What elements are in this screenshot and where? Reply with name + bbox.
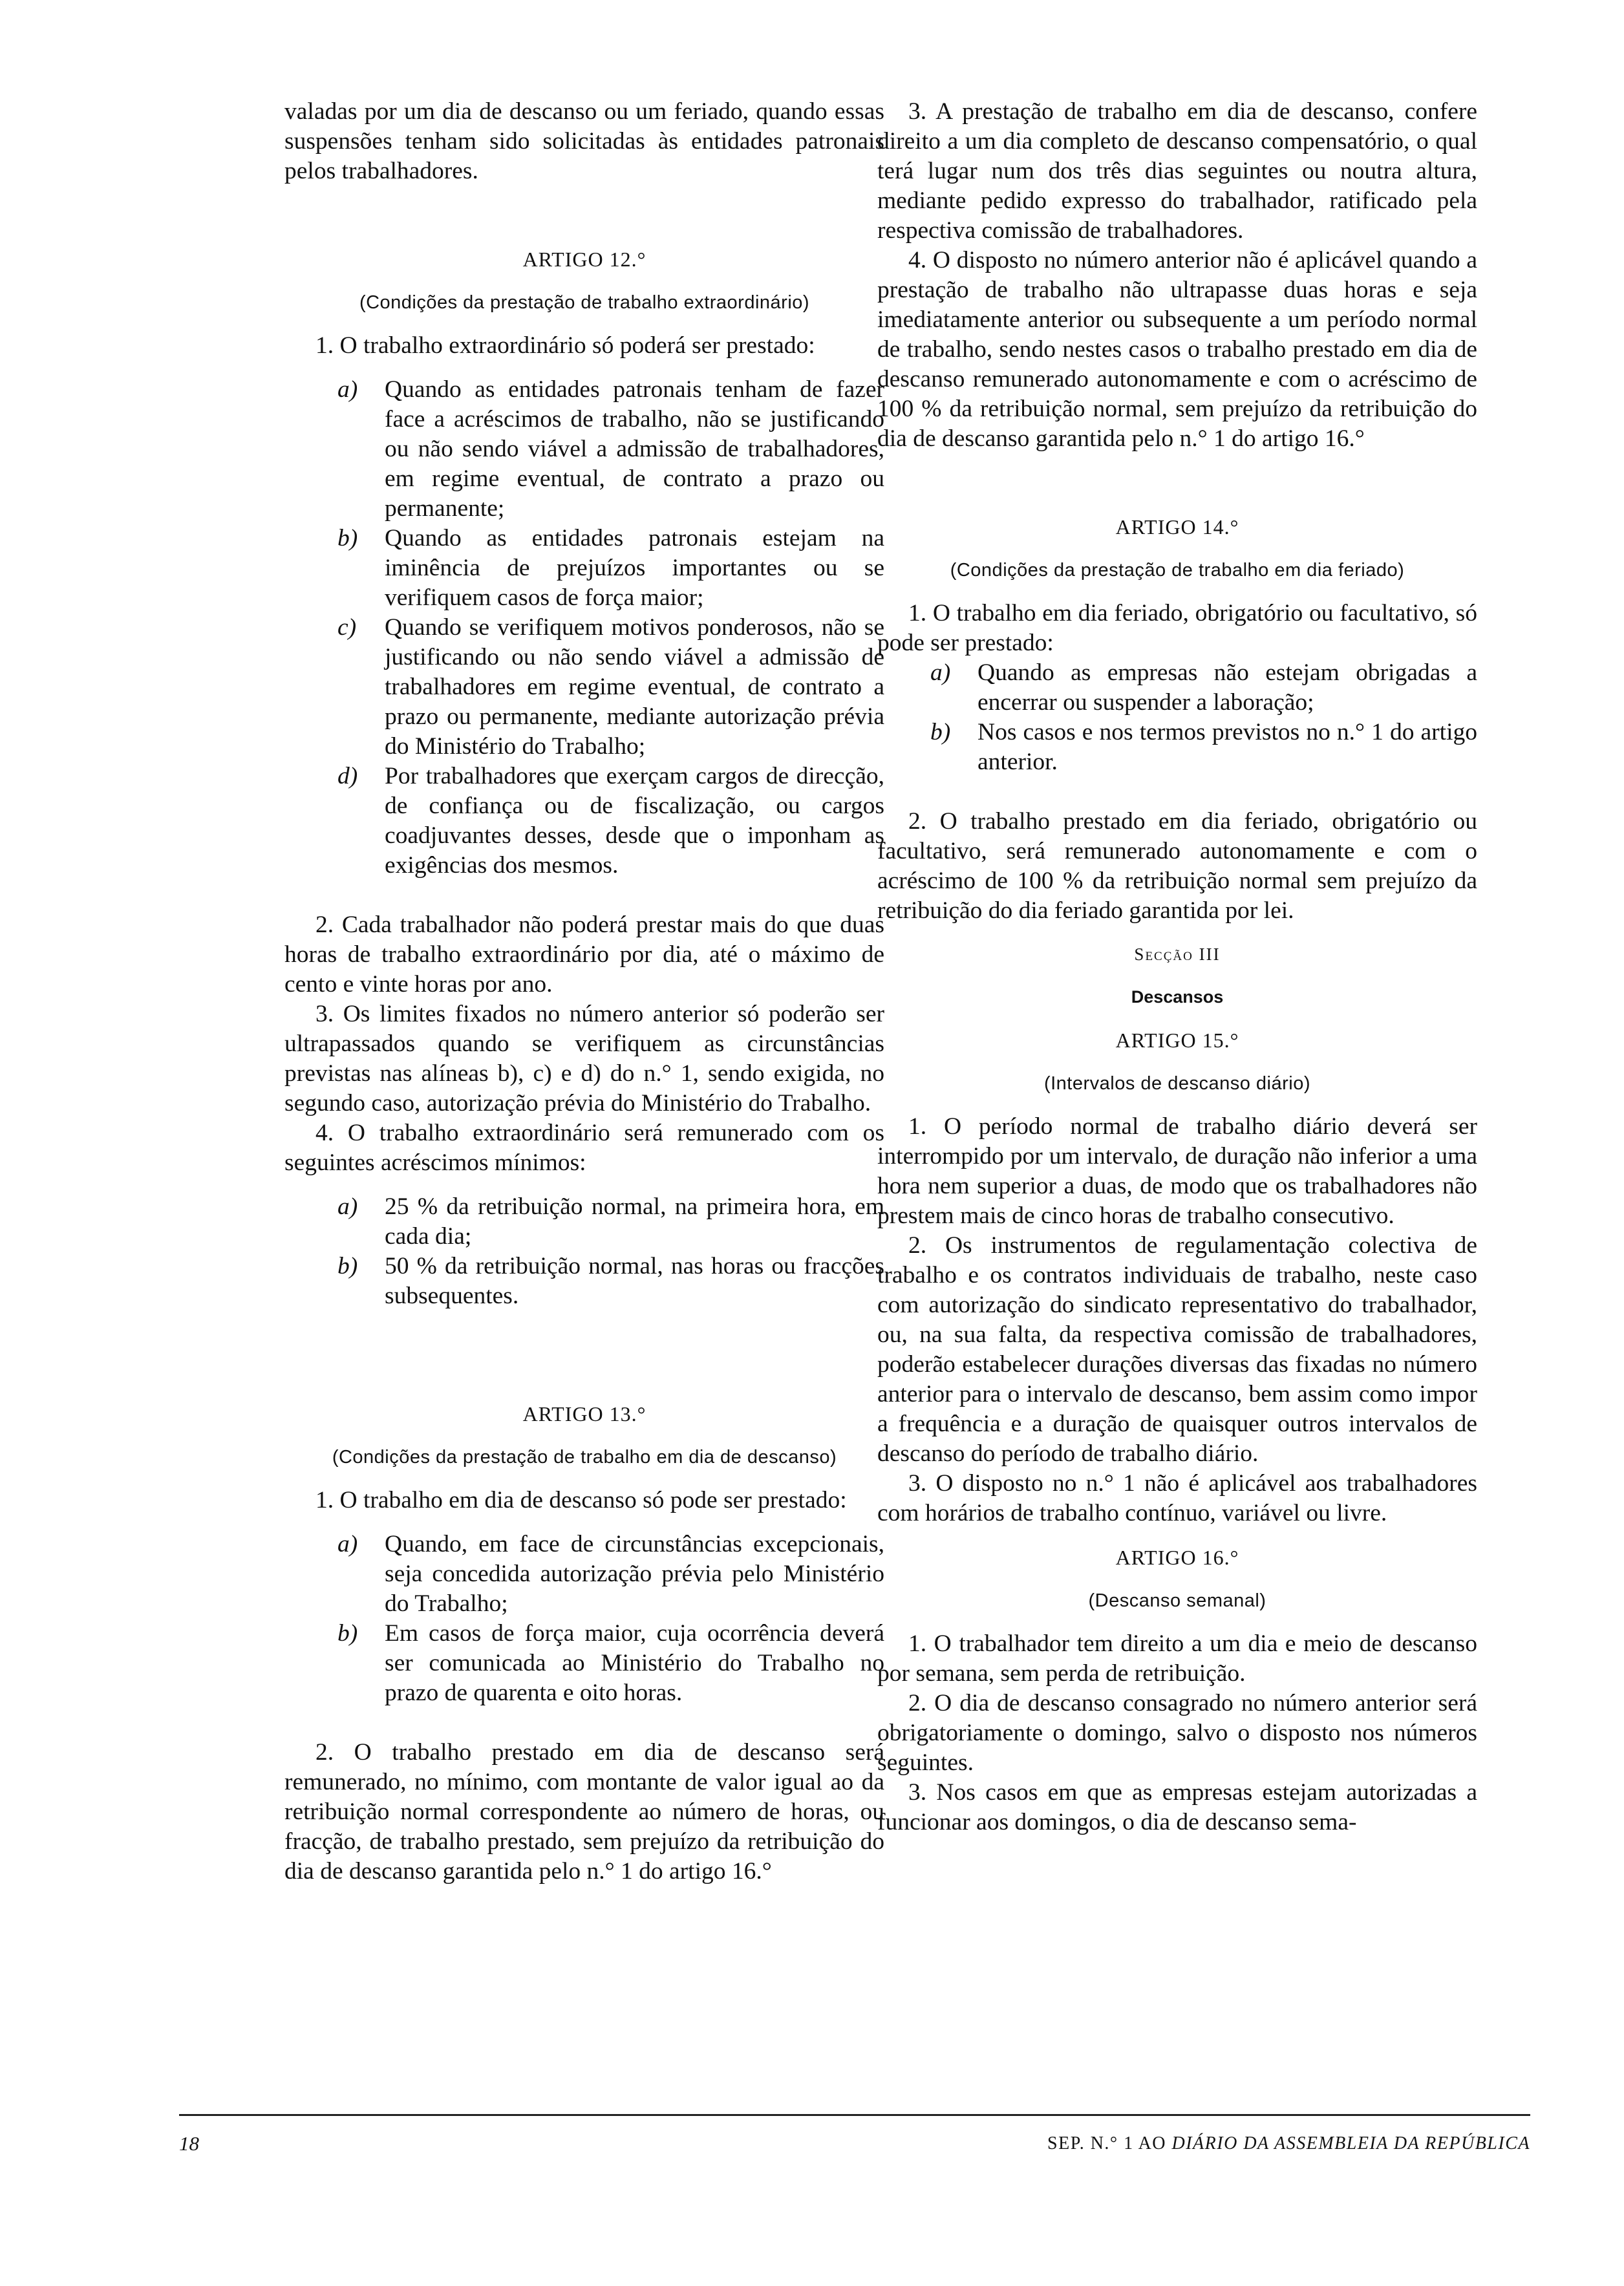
article-12-title: ARTIGO 12.° [522, 248, 646, 271]
left-column [284, 97, 884, 1886]
article-15-para-1: 1. O período normal de trabalho diário deverá ser interrompido por um intervalo, de duração não inferior a uma hora nem superior a duas, de modo que os trabalhadores não prestem mais de cinco horas de trabalho consecutivo. [877, 1113, 1477, 1229]
article-16-heading: (Descanso semanal) [1088, 1590, 1266, 1611]
list-item: b) Quando as entidades patronais estejam na iminência de prejuízos importantes ou se verifiquem casos de força maior; [337, 525, 884, 611]
list-item: c) Quando se verifiquem motivos ponderosos, não se justificando ou não sendo viável a admissão de trabalhadores em regime eventual, de contrato a prazo ou permanente, mediante autorização prévia do Ministério do Trabalho; [337, 614, 884, 760]
list-item: b) 50 % da retribuição normal, nas horas ou fracções subsequentes. [337, 1253, 884, 1309]
article-13-para-1: 1. O trabalho em dia de descanso só pode ser prestado: [315, 1487, 847, 1513]
journal-prefix: SEP. N.° 1 AO [1047, 2133, 1167, 2153]
article-16-para-2: 2. O dia de descanso consagrado no número anterior será obrigatoriamente o domingo, salvo o disposto nos números seguintes. [877, 1690, 1477, 1776]
section-subtitle: Descansos [1131, 987, 1224, 1007]
article-15-title: ARTIGO 15.° [1115, 1029, 1239, 1052]
article-14-para-2: 2. O trabalho prestado em dia feriado, obrigatório ou facultativo, será remunerado autonomamente e com o acréscimo de 100 % da retribuição normal sem prejuízo da retribuição do dia feriado garantida por lei. [877, 808, 1477, 924]
article-13-para-3: 3. A prestação de trabalho em dia de descanso, confere direito a um dia completo de descanso compensatório, o qual terá lugar num dos três dias seguintes ou noutra altura, mediante pedido expresso do trabalhador, ratificado pela respectiva comissão de trabalhadores. [877, 98, 1477, 244]
list-item: a) 25 % da retribuição normal, na primeira hora, em cada dia; [337, 1193, 884, 1250]
article-12-para-2: 2. Cada trabalhador não poderá prestar mais do que duas horas de trabalho extraordinário por dia, até o máximo de cento e vinte horas por ano. [284, 912, 884, 998]
article-12-para-1: 1. O trabalho extraordinário só poderá ser prestado: [315, 332, 815, 359]
page-number: 18 [179, 2132, 199, 2155]
list-item: b) Em casos de força maior, cuja ocorrência deverá ser comunicada ao Ministério do Trabalho no prazo de quarenta e oito horas. [337, 1620, 884, 1706]
section-title: Secção III [1134, 945, 1221, 964]
article-15-para-3: 3. O disposto no n.° 1 não é aplicável aos trabalhadores com horários de trabalho contínuo, variável ou livre. [877, 1470, 1477, 1526]
article-12-para-4: 4. O trabalho extraordinário será remunerado com os seguintes acréscimos mínimos: [284, 1120, 884, 1176]
list-item: a) Quando as empresas não estejam obrigadas a encerrar ou suspender a laboração; [930, 659, 1477, 716]
journal-title: DIÁRIO DA ASSEMBLEIA DA REPÚBLICA [1171, 2133, 1530, 2153]
list-item: d) Por trabalhadores que exerçam cargos de direcção, de confiança ou de fiscalização, ou cargos coadjuvantes desses, desde que o imponham as exigências dos mesmos. [337, 763, 884, 879]
article-12-para-3: 3. Os limites fixados no número anterior só poderão ser ultrapassados quando se verifiquem as circunstâncias previstas nas alíneas b), c) e d) do n.° 1, sendo exigida, no segundo caso, autorização prévia do Ministério do Trabalho. [284, 1001, 884, 1116]
right-column [877, 97, 1477, 1837]
footer-divider [179, 2114, 1530, 2116]
article-13-para-2: 2. O trabalho prestado em dia de descanso será remunerado, no mínimo, com montante de valor igual ao da retribuição normal correspondente ao número de horas, ou fracção, de trabalho prestado, sem prejuízo da retribuição do dia de descanso garantida pelo n.° 1 do artigo 16.° [284, 1739, 884, 1885]
article-13-title: ARTIGO 13.° [522, 1402, 646, 1426]
article-16-para-3: 3. Nos casos em que as empresas estejam autorizadas a funcionar aos domingos, o dia de descanso sema- [877, 1779, 1477, 1835]
article-13-para-4: 4. O disposto no número anterior não é aplicável quando a prestação de trabalho não ultrapasse duas horas e seja imediatamente anterior ou subsequente a um período normal de trabalho, sendo nestes casos o trabalho prestado em dia de descanso remunerado autonomamente e com o acréscimo de 100 % da retribuição normal, sem prejuízo da retribuição do dia de descanso garantida pelo n.° 1 do artigo 16.° [877, 247, 1477, 452]
article-14-heading: (Condições da prestação de trabalho em dia feriado) [950, 560, 1405, 581]
intro-paragraph: valadas por um dia de descanso ou um feriado, quando essas suspensões tenham sido solicitadas às entidades patronais pelos trabalhadores. [284, 98, 884, 184]
article-16-para-1: 1. O trabalhador tem direito a um dia e meio de descanso por semana, sem perda de retribuição. [877, 1630, 1477, 1687]
article-12-heading: (Condições da prestação de trabalho extraordinário) [359, 292, 810, 313]
article-15-para-2: 2. Os instrumentos de regulamentação colectiva de trabalho e os contratos individuais de trabalho, neste caso com autorização do sindicato representativo do trabalhador, ou, na sua falta, da respectiva comissão de trabalhadores, poderão estabelecer durações diversas das fixadas no número anterior para o intervalo de descanso, bem assim como impor a frequência e a duração de quaisquer outros intervalos de descanso do período de trabalho diário. [877, 1232, 1477, 1467]
list-item: a) Quando as entidades patronais tenham de fazer face a acréscimos de trabalho, não se justificando ou não sendo viável a admissão de trabalhadores, em regime eventual, de contrato a prazo ou permanente; [337, 376, 884, 522]
article-13-heading: (Condições da prestação de trabalho em dia de descanso) [332, 1447, 837, 1468]
list-item: a) Quando, em face de circunstâncias excepcionais, seja concedida autorização prévia pelo Ministério do Trabalho; [337, 1531, 884, 1617]
article-15-heading: (Intervalos de descanso diário) [1043, 1073, 1311, 1094]
article-14-para-1: 1. O trabalho em dia feriado, obrigatório ou facultativo, só pode ser prestado: [877, 600, 1477, 656]
list-item: b) Nos casos e nos termos previstos no n.° 1 do artigo anterior. [930, 719, 1477, 775]
journal-reference [1047, 2133, 1530, 2154]
article-14-title: ARTIGO 14.° [1115, 515, 1239, 539]
article-16-title: ARTIGO 16.° [1115, 1546, 1239, 1569]
